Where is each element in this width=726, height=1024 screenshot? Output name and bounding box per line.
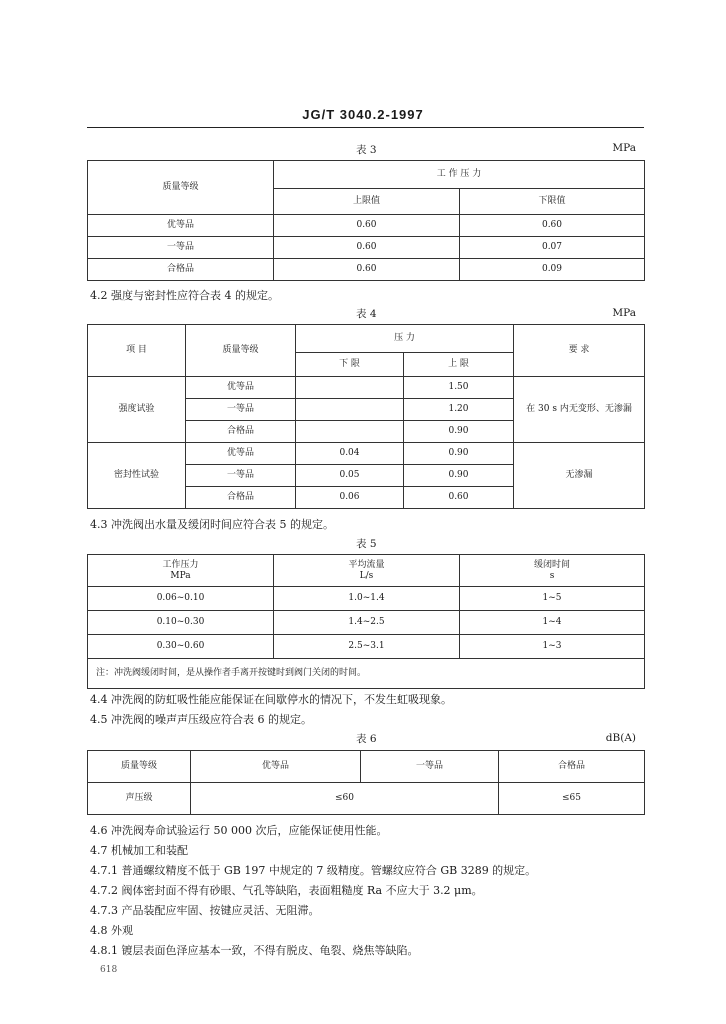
clause-4-7-3: 4.7.3 产品装配应牢固、按键应灵活、无阻滞。 [90, 904, 320, 917]
table4-lower: 0.05 [296, 465, 404, 487]
table3-lower: 0.07 [460, 237, 645, 259]
table4 [87, 324, 645, 509]
table4-grade: 合格品 [186, 487, 296, 509]
table4-lower: 0.06 [296, 487, 404, 509]
table5-flow: 1.4~2.5 [274, 611, 460, 635]
table4-caption: 表 4 [356, 308, 377, 320]
table4-upper: 0.90 [404, 443, 514, 465]
table3-grade: 优等品 [88, 215, 274, 237]
table3-upper: 0.60 [274, 259, 460, 281]
table4-lower [296, 421, 404, 443]
table5-flow: 1.0~1.4 [274, 587, 460, 611]
table4-upper: 0.90 [404, 465, 514, 487]
table5-pressure: 0.30~0.60 [88, 635, 274, 659]
table6-caption: 表 6 [356, 733, 377, 745]
table6-head-first: 一等品 [361, 751, 499, 783]
table5-head-time-unit: s [549, 570, 555, 581]
table4-strength-label: 强度试验 [88, 377, 186, 443]
clause-4-2: 4.2 强度与密封性应符合表 4 的规定。 [90, 289, 279, 302]
table4-lower [296, 377, 404, 399]
table4-upper: 1.20 [404, 399, 514, 421]
table3-head-lower: 下限值 [460, 189, 645, 215]
table5-head-time-label: 缓闭时间 [533, 560, 570, 571]
table6-head-premium: 优等品 [191, 751, 361, 783]
table4-seal-label: 密封性试验 [88, 443, 186, 509]
clause-4-7: 4.7 机械加工和装配 [90, 844, 188, 857]
table3-head-pressure: 工 作 压 力 [274, 161, 645, 189]
table5-head-flow-unit: L/s [359, 570, 374, 581]
table5-caption: 表 5 [356, 538, 377, 550]
clause-4-7-1: 4.7.1 普通螺纹精度不低于 GB 197 中规定的 7 级精度。管螺纹应符合 GB 3289 的规定。 [90, 864, 537, 877]
table3 [87, 160, 645, 281]
table5-head-pressure-label: 工作压力 [162, 560, 199, 571]
clause-4-6: 4.6 冲洗阀寿命试验运行 50 000 次后，应能保证使用性能。 [90, 824, 388, 837]
table3-head-grade: 质量等级 [88, 161, 274, 215]
table4-grade: 一等品 [186, 465, 296, 487]
table4-unit: MPa [612, 307, 636, 319]
clause-4-8-1: 4.8.1 镀层表面色泽应基本一致，不得有脱皮、龟裂、烧焦等缺陷。 [90, 944, 419, 957]
table4-grade: 一等品 [186, 399, 296, 421]
table4-head-upper: 上 限 [404, 353, 514, 377]
table4-lower: 0.04 [296, 443, 404, 465]
table3-grade: 一等品 [88, 237, 274, 259]
clause-4-8: 4.8 外观 [90, 924, 133, 937]
page-number: 618 [100, 965, 118, 975]
table3-grade: 合格品 [88, 259, 274, 281]
table4-grade: 优等品 [186, 443, 296, 465]
table4-upper: 1.50 [404, 377, 514, 399]
table3-unit: MPa [612, 142, 636, 154]
table3-upper: 0.60 [274, 237, 460, 259]
table6-value-premium-first: ≤60 [191, 783, 499, 815]
table5-head-time [460, 555, 645, 587]
table4-seal-requirement: 无渗漏 [514, 443, 645, 509]
table5-head-flow [274, 555, 460, 587]
table5-pressure: 0.10~0.30 [88, 611, 274, 635]
table6-value-qualified: ≤65 [499, 783, 645, 815]
clause-4-4: 4.4 冲洗阀的防虹吸性能应能保证在间歇停水的情况下，不发生虹吸现象。 [90, 693, 452, 706]
table4-grade: 合格品 [186, 421, 296, 443]
header-rule [87, 127, 644, 128]
table4-head-item: 项 目 [88, 325, 186, 377]
table3-upper: 0.60 [274, 215, 460, 237]
table4-strength-requirement: 在 30 s 内无变形、无渗漏 [514, 377, 645, 443]
table4-upper: 0.60 [404, 487, 514, 509]
table3-head-upper: 上限值 [274, 189, 460, 215]
standard-code: JG/T 3040.2-1997 [302, 107, 424, 122]
table4-head-lower: 下 限 [296, 353, 404, 377]
table5-time: 1~3 [460, 635, 645, 659]
table4-lower [296, 399, 404, 421]
table3-lower: 0.60 [460, 215, 645, 237]
table5-head-pressure-unit: MPa [170, 570, 191, 581]
table5-flow: 2.5~3.1 [274, 635, 460, 659]
table3-lower: 0.09 [460, 259, 645, 281]
table4-head-pressure: 压 力 [296, 325, 514, 353]
table4-head-grade: 质量等级 [186, 325, 296, 377]
table5-head-flow-label: 平均流量 [348, 560, 385, 571]
table6-row-label: 声压级 [88, 783, 191, 815]
table6-unit: dB(A) [605, 732, 636, 744]
table6-head-grade: 质量等级 [88, 751, 191, 783]
table4-grade: 优等品 [186, 377, 296, 399]
clause-4-5: 4.5 冲洗阀的噪声声压级应符合表 6 的规定。 [90, 713, 312, 726]
table5-note: 注：冲洗阀缓闭时间，是从操作者手离开按键时到阀门关闭的时间。 [88, 659, 645, 689]
clause-4-3: 4.3 冲洗阀出水量及缓闭时间应符合表 5 的规定。 [90, 518, 334, 531]
table6 [87, 750, 645, 815]
table5-head-pressure [88, 555, 274, 587]
table3-caption: 表 3 [356, 144, 377, 156]
table5-pressure: 0.06~0.10 [88, 587, 274, 611]
table5-time: 1~5 [460, 587, 645, 611]
clause-4-7-2: 4.7.2 阀体密封面不得有砂眼、气孔等缺陷，表面粗糙度 Ra 不应大于 3.2 μm。 [90, 884, 483, 897]
table5-time: 1~4 [460, 611, 645, 635]
table6-head-qualified: 合格品 [499, 751, 645, 783]
table4-head-requirement: 要 求 [514, 325, 645, 377]
table4-upper: 0.90 [404, 421, 514, 443]
table5 [87, 554, 645, 689]
